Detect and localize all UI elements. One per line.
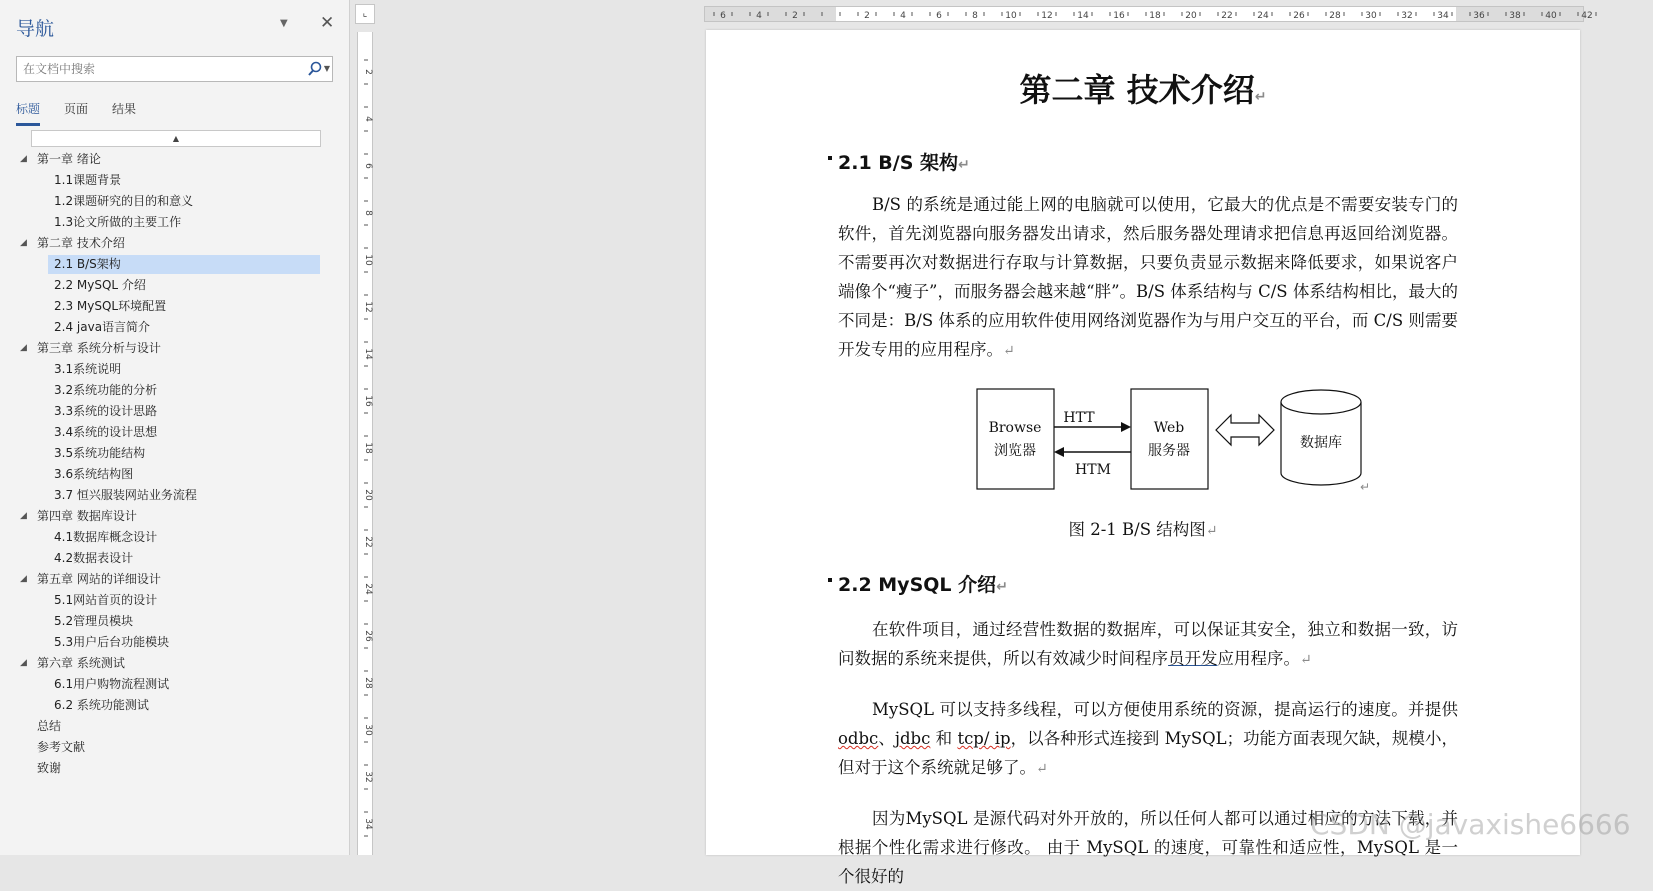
nav-tabs [16, 100, 160, 126]
request-arrowhead-icon [1121, 422, 1131, 432]
vertical-ruler[interactable] [357, 32, 373, 855]
heading-bullet-icon [828, 578, 832, 582]
response-label: HTM [1075, 462, 1111, 478]
nav-search-box [16, 56, 333, 82]
chapter-title [706, 65, 1580, 111]
nav-heading-label: 2.1 B/S架构 [54, 257, 121, 271]
ruler-tick-label: 8 [972, 11, 978, 21]
nav-heading-level2[interactable] [0, 443, 350, 464]
nav-heading-label: 4.2数据表设计 [54, 551, 134, 565]
nav-heading-label: 致谢 [37, 761, 62, 775]
collapse-caret-icon[interactable]: ◢ [20, 154, 27, 164]
database-label: 数据库 [1300, 435, 1342, 451]
ruler-tick-label: 4 [756, 11, 762, 21]
close-icon[interactable]: ✕ [320, 13, 335, 33]
paragraph-text: B/S 的系统是通过能上网的电脑就可以使用，它最大的优点是不需要安装专门的软件，首先浏览器向服务器发出请求，然后服务器处理请求把信息再返回给浏览器。不需要再次对数据进行存取与计算数据，只要负责显示数据来降低要求，如果说客户端像个“瘦子”，而服务器会越来越“胖”。B/S 体系结构与 C/S 体系结构相比，最大的不同是：B/S 体系的应用软件使用网络浏览器作为与用户交互的平台，而 C/S 则需要开发专用的应用程序。 [838, 195, 1458, 359]
chevron-down-icon[interactable]: ▼ [323, 64, 330, 73]
nav-heading-level1[interactable] [0, 653, 350, 674]
double-arrow-icon [1216, 415, 1274, 445]
request-label: HTT [1063, 410, 1095, 426]
paragraph-bs-intro [838, 190, 1458, 366]
ruler-tick-label: 14 [363, 348, 373, 360]
search-input[interactable] [17, 57, 297, 81]
ruler-tick-label: 20 [1185, 11, 1197, 21]
nav-heading-level2[interactable] [0, 422, 350, 443]
ruler-tick-label: 30 [1365, 11, 1377, 21]
ruler-tick-label: 2 [864, 11, 870, 21]
nav-heading-label: 5.3用户后台功能模块 [54, 635, 170, 649]
ruler-tick-label: 22 [363, 536, 373, 548]
nav-heading-level2[interactable] [0, 674, 350, 695]
nav-heading-label: 2.4 java语言简介 [54, 320, 151, 334]
nav-heading-level1[interactable] [0, 716, 350, 737]
nav-heading-level1[interactable] [0, 149, 350, 170]
paragraph-mark: ↵ [958, 157, 970, 173]
ruler-tick-label: 26 [363, 630, 373, 642]
ruler-tick-label: 10 [1005, 11, 1017, 21]
ruler-tick-label: 34 [1437, 11, 1449, 21]
section-title: 2.1 B/S 架构 [838, 152, 958, 174]
ruler-tick-label: 6 [936, 11, 942, 21]
paragraph-mark: ↵ [1036, 761, 1048, 777]
nav-heading-level2[interactable] [0, 527, 350, 548]
ruler-tick-label: 16 [363, 395, 373, 407]
paragraph-mark: ↵ [1003, 343, 1015, 359]
ruler-tick-label: 16 [1113, 11, 1125, 21]
ruler-tick-label: 4 [363, 116, 373, 122]
heading-tree [0, 149, 350, 779]
nav-heading-level2[interactable] [0, 254, 350, 275]
paragraph-text: MySQL 可以支持多线程，可以方便使用系统的资源，提高运行的速度。并提供 [872, 700, 1458, 719]
nav-heading-label: 第一章 绪论 [37, 152, 101, 166]
horizontal-ruler[interactable] [704, 6, 1593, 22]
section-title: 2.2 MySQL 介绍 [838, 574, 997, 596]
nav-heading-level2[interactable] [0, 464, 350, 485]
nav-heading-label: 参考文献 [37, 740, 86, 754]
ruler-tick-label: 28 [363, 677, 373, 689]
paragraph-text: 应用程序。 [1217, 649, 1300, 668]
ruler-tick-label: 32 [1401, 11, 1413, 21]
paragraph-mark: ↵ [1254, 89, 1267, 105]
ruler-tick-label: 18 [363, 442, 373, 454]
ruler-tick-label: 22 [1221, 11, 1233, 21]
collapse-caret-icon[interactable]: ◢ [20, 658, 27, 668]
ruler-tick-label: 18 [1149, 11, 1161, 21]
nav-heading-label: 1.2课题研究的目的和意义 [54, 194, 194, 208]
nav-heading-label: 5.2管理员模块 [54, 614, 134, 628]
figure-caption-text: 图 2-1 B/S 结构图 [1068, 520, 1206, 539]
nav-heading-label: 3.5系统功能结构 [54, 446, 146, 460]
nav-heading-label: 第五章 网站的详细设计 [37, 572, 161, 586]
paragraph-text: 因为MySQL 是源代码对外开放的，所以任何人都可以通过相应的方法下载，并根据个性化需求进行修改。 由于 MySQL 的速度，可靠性和适应性，MySQL 是一个很好的 [838, 809, 1458, 886]
nav-heading-level2[interactable] [0, 359, 350, 380]
nav-heading-level1[interactable] [0, 338, 350, 359]
paragraph-mysql-features [838, 695, 1458, 784]
ruler-tick-label: 12 [363, 301, 373, 313]
ruler-tick-label: 26 [1293, 11, 1305, 21]
nav-heading-label: 第六章 系统测试 [37, 656, 125, 670]
nav-heading-level2[interactable] [0, 212, 350, 233]
nav-heading-label: 3.3系统的设计思路 [54, 404, 158, 418]
nav-heading-level2[interactable] [0, 401, 350, 422]
nav-heading-label: 第四章 数据库设计 [37, 509, 137, 523]
grammar-flagged-text: 员开发 [1168, 649, 1218, 668]
nav-heading-label: 6.2 系统功能测试 [54, 698, 149, 712]
nav-heading-level2[interactable] [0, 485, 350, 506]
paragraph-mysql-intro [838, 615, 1458, 675]
figure-caption [706, 516, 1580, 540]
nav-heading-level2[interactable] [0, 317, 350, 338]
nav-heading-level2[interactable] [0, 548, 350, 569]
nav-heading-label: 2.2 MySQL 介绍 [54, 278, 146, 292]
nav-heading-level1[interactable] [0, 233, 350, 254]
ruler-tick-label: 12 [1041, 11, 1053, 21]
nav-heading-level1[interactable] [0, 506, 350, 527]
ruler-tick-label: 36 [1473, 11, 1485, 21]
paragraph-mark: ↵ [1359, 480, 1371, 494]
heading-bullet-icon [828, 156, 832, 160]
response-arrowhead-icon [1054, 447, 1064, 457]
database-cylinder-top [1281, 390, 1361, 414]
tab-results[interactable]: 结果 [112, 102, 137, 116]
tab-selector-button[interactable]: ⌞ [355, 4, 375, 24]
ruler-tick-label: 38 [1509, 11, 1521, 21]
nav-heading-level2[interactable] [0, 695, 350, 716]
ruler-tick-label: 30 [363, 724, 373, 736]
nav-heading-label: 4.1数据库概念设计 [54, 530, 158, 544]
nav-heading-label: 第三章 系统分析与设计 [37, 341, 161, 355]
ruler-tick-label: 10 [363, 254, 373, 266]
ruler-tick-label: 4 [900, 11, 906, 21]
ruler-tick-label: 8 [363, 210, 373, 216]
web-server-box [1131, 389, 1208, 489]
ruler-tick-label: 42 [1581, 11, 1593, 21]
browser-label-line2: 浏览器 [994, 443, 1036, 459]
section-heading-2-1 [838, 148, 970, 175]
nav-heading-level2[interactable] [0, 380, 350, 401]
spell-flagged-word: tcp/ ip [957, 729, 1011, 748]
collapse-caret-icon[interactable]: ◢ [20, 343, 27, 353]
nav-heading-label: 3.2系统功能的分析 [54, 383, 158, 397]
nav-options-dropdown-icon[interactable]: ▼ [280, 18, 288, 29]
ruler-tick-label: 24 [1257, 11, 1269, 21]
nav-heading-label: 2.3 MySQL环境配置 [54, 299, 167, 313]
tab-pages[interactable]: 页面 [64, 102, 89, 116]
ruler-tick-label: 14 [1077, 11, 1089, 21]
nav-heading-level2[interactable] [0, 590, 350, 611]
scroll-up-button[interactable]: ▲ [31, 130, 321, 147]
bs-architecture-figure [969, 385, 1369, 515]
paragraph-mark: ↵ [1300, 652, 1312, 668]
spell-flagged-word: odbc [838, 729, 879, 748]
nav-heading-label: 3.6系统结构图 [54, 467, 134, 481]
ruler-tick-label: 34 [363, 818, 373, 830]
chapter-title-text: 第二章 技术介绍 [1019, 71, 1255, 109]
navigation-pane [0, 0, 350, 855]
nav-heading-label: 1.1课题背景 [54, 173, 122, 187]
nav-heading-label: 3.1系统说明 [54, 362, 122, 376]
paragraph-text: 和 [930, 729, 958, 748]
paragraph-text: ，以各种形式连接到 MySQL；功能方面表现欠缺，规模小，但对于这个系统就足够了。 [838, 729, 1458, 777]
browser-label-line1: Browse [988, 420, 1042, 436]
collapse-caret-icon[interactable]: ◢ [20, 511, 27, 521]
search-icon[interactable] [308, 61, 322, 77]
document-page[interactable] [706, 30, 1580, 886]
nav-heading-label: 5.1网站首页的设计 [54, 593, 158, 607]
browser-box [977, 389, 1054, 489]
nav-heading-label: 6.1用户购物流程测试 [54, 677, 170, 691]
ruler-tick-label: 6 [720, 11, 726, 21]
ruler-tick-label: 32 [363, 771, 373, 783]
paragraph-text: 在软件项目，通过经营性数据的数据库，可以保证其安全，独立和数据一致，访问数据的系统来提供，所以有效减少时间程序 [838, 620, 1458, 668]
ruler-tick-label: 2 [363, 69, 373, 75]
ruler-tick-label: 20 [363, 489, 373, 501]
nav-heading-level2[interactable] [0, 632, 350, 653]
nav-heading-level1[interactable] [0, 737, 350, 758]
nav-heading-label: 总结 [37, 719, 62, 733]
nav-heading-label: 3.4系统的设计思想 [54, 425, 158, 439]
nav-pane-title: 导航 [16, 18, 55, 40]
nav-heading-level1[interactable] [0, 758, 350, 779]
web-server-label-line2: 服务器 [1148, 443, 1190, 459]
nav-heading-level2[interactable] [0, 611, 350, 632]
nav-heading-level1[interactable] [0, 569, 350, 590]
paragraph-mark: ↵ [996, 579, 1008, 595]
nav-heading-label: 第二章 技术介绍 [37, 236, 125, 250]
ruler-tick-label: 24 [363, 583, 373, 595]
section-heading-2-2 [838, 570, 1008, 597]
nav-heading-level2[interactable] [0, 170, 350, 191]
ruler-tick-label: 40 [1545, 11, 1557, 21]
paragraph-text: 、 [878, 729, 895, 748]
tab-headings[interactable]: 标题 [16, 100, 40, 126]
collapse-caret-icon[interactable]: ◢ [20, 238, 27, 248]
ruler-tick-label: 28 [1329, 11, 1341, 21]
nav-heading-label: 3.7 恒兴服装网站业务流程 [54, 488, 197, 502]
paragraph-mark: ↵ [1205, 523, 1218, 539]
web-server-label-line1: Web [1153, 420, 1185, 436]
spell-flagged-word: jdbc [894, 729, 931, 748]
ruler-tick-label: 6 [363, 163, 373, 169]
watermark: CSDN @javaxishe6666 [1310, 808, 1631, 841]
horizontal-ruler-ticks [705, 7, 1593, 21]
nav-heading-level2[interactable] [0, 296, 350, 317]
nav-heading-level2[interactable] [0, 275, 350, 296]
ruler-tick-label: 2 [792, 11, 798, 21]
collapse-caret-icon[interactable]: ◢ [20, 574, 27, 584]
nav-heading-level2[interactable] [0, 191, 350, 212]
nav-heading-label: 1.3论文所做的主要工作 [54, 215, 182, 229]
